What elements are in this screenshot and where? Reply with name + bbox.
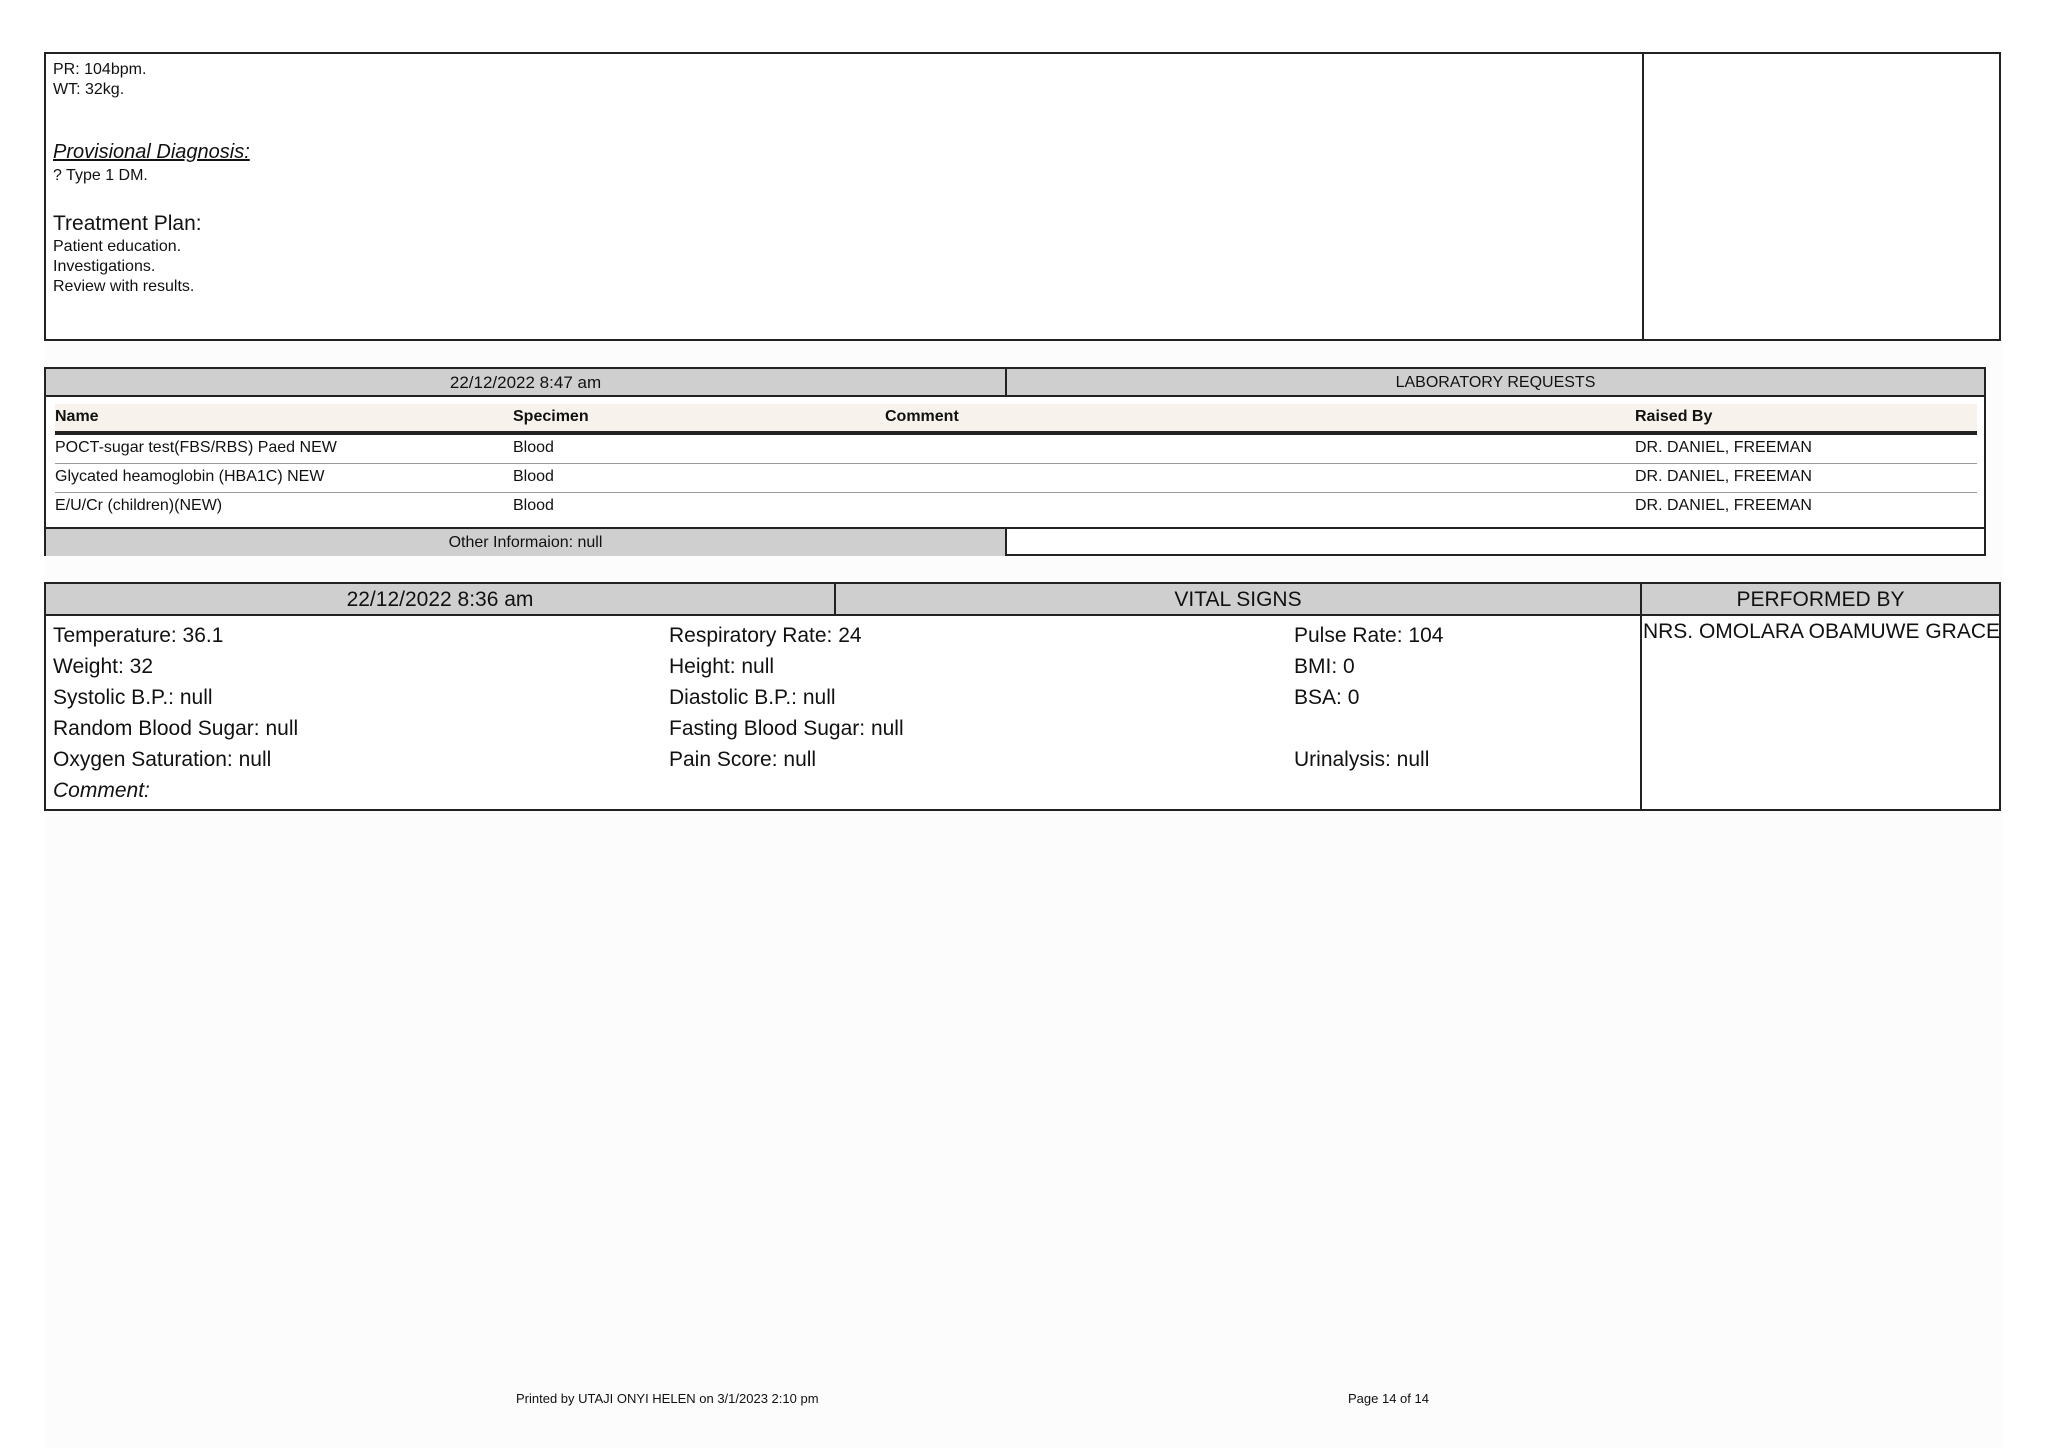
lab-request-date: 22/12/2022 8:47 am [46, 369, 1007, 397]
test-name: POCT-sugar test(FBS/RBS) Paed NEW [55, 439, 337, 456]
vitals-divider [1640, 616, 1642, 811]
raised-by: DR. DANIEL, FREEMAN [1635, 497, 1812, 514]
plan-line: Investigations. [53, 258, 156, 275]
test-name: E/U/Cr (children)(NEW) [55, 497, 223, 514]
notes-content [46, 54, 1644, 339]
diagnosis-text: ? Type 1 DM. [53, 167, 148, 184]
urinalysis: Urinalysis: null [1294, 748, 1430, 771]
consultation-notes-box [44, 52, 2001, 341]
vital-signs-title: VITAL SIGNS [836, 584, 1642, 616]
printed-by: Printed by UTAJI ONYI HELEN on 3/1/2023 2:10 pm [516, 1391, 819, 1406]
laboratory-requests-box [44, 367, 1986, 556]
table-row [55, 435, 1977, 464]
vitals-comment: Comment: [53, 779, 150, 802]
col-raised-by-header: Raised By [1635, 408, 1713, 425]
random-blood-sugar: Random Blood Sugar: null [53, 717, 299, 740]
page-number: Page 14 of 14 [1348, 1391, 1429, 1406]
systolic-bp: Systolic B.P.: null [53, 686, 213, 709]
lab-requests-title: LABORATORY REQUESTS [1007, 369, 1984, 397]
lab-table-header [55, 404, 1977, 435]
col-specimen-header: Specimen [513, 408, 589, 425]
temperature: Temperature: 36.1 [53, 624, 224, 647]
oxygen-saturation: Oxygen Saturation: null [53, 748, 272, 771]
plan-line: Review with results. [53, 278, 195, 295]
raised-by: DR. DANIEL, FREEMAN [1635, 439, 1812, 456]
other-information: Other Informaion: null [46, 529, 1007, 556]
bmi: BMI: 0 [1294, 655, 1355, 678]
col-comment-header: Comment [885, 408, 959, 425]
specimen: Blood [513, 439, 554, 456]
specimen: Blood [513, 468, 554, 485]
lab-footer [46, 527, 1984, 556]
bsa: BSA: 0 [1294, 686, 1360, 709]
table-row [55, 493, 1977, 521]
col-name-header: Name [55, 408, 99, 425]
treatment-plan-heading: Treatment Plan: [53, 212, 202, 235]
performed-by-name: NRS. OMOLARA OBAMUWE GRACE [1642, 620, 2001, 643]
weight: Weight: 32 [53, 655, 154, 678]
raised-by: DR. DANIEL, FREEMAN [1635, 468, 1812, 485]
notes-wt-line: WT: 32kg. [53, 81, 125, 98]
vitals-date: 22/12/2022 8:36 am [46, 584, 836, 616]
height: Height: null [669, 655, 775, 678]
performed-by-header: PERFORMED BY [1642, 584, 1999, 616]
plan-line: Patient education. [53, 238, 182, 255]
respiratory-rate: Respiratory Rate: 24 [669, 624, 862, 647]
test-name: Glycated heamoglobin (HBA1C) NEW [55, 468, 325, 485]
table-row [55, 464, 1977, 493]
notes-pr-line: PR: 104bpm. [53, 61, 147, 78]
pain-score: Pain Score: null [669, 748, 817, 771]
diagnosis-heading: Provisional Diagnosis: [53, 141, 250, 163]
fasting-blood-sugar: Fasting Blood Sugar: null [669, 717, 904, 740]
diastolic-bp: Diastolic B.P.: null [669, 686, 836, 709]
specimen: Blood [513, 497, 554, 514]
vital-signs-box [44, 582, 2001, 811]
pulse-rate: Pulse Rate: 104 [1294, 624, 1444, 647]
